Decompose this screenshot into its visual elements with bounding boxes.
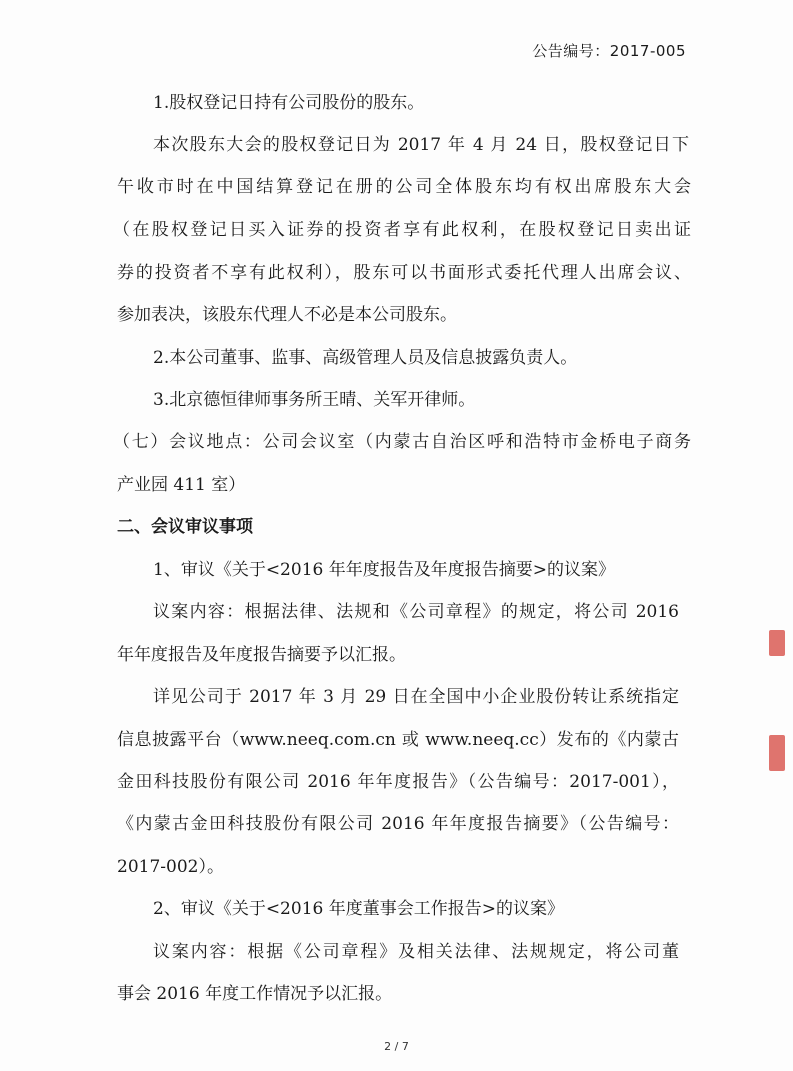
text-line: 金田科技股份有限公司 2016 年年度报告》（公告编号：2017-001）， [117, 772, 679, 792]
text-line: 产业园 411 室） [117, 475, 246, 495]
text-line: 详见公司于 2017 年 3 月 29 日在全国中小企业股份转让系统指定 [153, 687, 679, 707]
section-heading-location: （七）会议地点：公司会议室（内蒙古自治区呼和浩特市金桥电子商务 [113, 432, 691, 452]
text-line: 年年度报告及年度报告摘要予以汇报。 [117, 645, 406, 665]
text-line: 本次股东大会的股权登记日为 2017 年 4 月 24 日，股权登记日下 [153, 135, 689, 155]
text-line: 议案内容：根据法律、法规和《公司章程》的规定，将公司 2016 [153, 602, 679, 622]
text-line: 参加表决，该股东代理人不必是本公司股东。 [117, 305, 457, 325]
text-line: 信息披露平台（www.neeq.com.cn 或 www.neeq.cc）发布的《内蒙古 [117, 730, 679, 750]
text-line: 事会 2016 年度工作情况予以汇报。 [117, 984, 393, 1004]
text-line: 议案内容：根据《公司章程》及相关法律、法规规定，将公司董 [153, 942, 679, 962]
text-line: 3.北京德恒律师事务所王晴、关军开律师。 [153, 390, 476, 410]
text-line: 2.本公司董事、监事、高级管理人员及信息披露负责人。 [153, 348, 578, 368]
text-line: 2017-002）。 [117, 857, 224, 877]
text-line: 《内蒙古金田科技股份有限公司 2016 年年度报告摘要》（公告编号： [117, 814, 679, 834]
text-line: 1.股权登记日持有公司股份的股东。 [153, 93, 425, 113]
seal-stamp-fragment [769, 630, 785, 656]
seal-stamp-fragment [769, 735, 785, 771]
text-line: （在股权登记日买入证券的投资者享有此权利，在股权登记日卖出证 [113, 220, 691, 240]
agenda-item-1-title: 1、审议《关于<2016 年年度报告及年度报告摘要>的议案》 [153, 560, 615, 580]
text-line: 午收市时在中国结算登记在册的公司全体股东均有权出席股东大会 [117, 177, 691, 197]
agenda-item-2-title: 2、审议《关于<2016 年度董事会工作报告>的议案》 [153, 899, 564, 919]
section-heading: 二、会议审议事项 [117, 517, 253, 537]
announcement-number: 公告编号：2017-005 [532, 42, 686, 60]
page-number: 2 / 7 [384, 1040, 409, 1053]
text-line: 券的投资者不享有此权利），股东可以书面形式委托代理人出席会议、 [117, 263, 691, 283]
